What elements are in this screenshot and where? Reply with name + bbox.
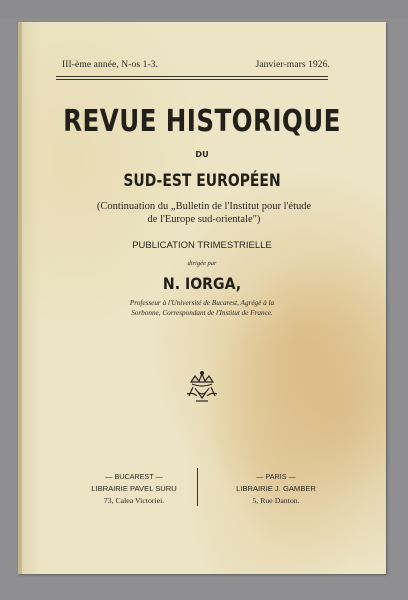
cover-spine-edge bbox=[18, 22, 22, 574]
footer-bucharest-city: — BUCAREST — bbox=[105, 472, 163, 481]
author-description-line-1: Professeur à l'Université de Bucarest, Agrégé à la bbox=[129, 299, 275, 307]
issue-date: Janvier-mars 1926. bbox=[255, 60, 330, 70]
author-description-line-2: Sorbonne, Correspondant de l'Institut de France. bbox=[131, 309, 273, 317]
cover-subtitle: SUD-EST EUROPÉEN bbox=[123, 171, 281, 191]
footer-bucharest bbox=[64, 471, 204, 507]
header-rule-top bbox=[56, 76, 328, 77]
crown-emblem-icon bbox=[183, 370, 221, 409]
header-rule-bottom bbox=[56, 79, 328, 80]
footer-paris-address: 5, Rue Danton. bbox=[252, 496, 300, 505]
directed-by-label: dirigée par bbox=[187, 260, 217, 267]
issue-number: III-ème année, N-os 1-3. bbox=[62, 60, 159, 70]
continuation-line-2: de l'Europe sud-orientale") bbox=[147, 214, 261, 225]
footer-paris-city: — PARIS — bbox=[256, 472, 296, 481]
footer-bucharest-address: 73, Calea Victoriei. bbox=[103, 496, 165, 505]
background-strip bbox=[0, 0, 408, 18]
title-connector: DU bbox=[195, 150, 209, 159]
author-name: N. IORGA, bbox=[162, 274, 242, 293]
footer-paris-library: LIBRAIRIE J. GAMBER bbox=[236, 484, 316, 493]
author-description bbox=[70, 298, 334, 318]
issue-header bbox=[62, 60, 330, 70]
footer-paris bbox=[206, 471, 346, 507]
publication-frequency: PUBLICATION TRIMESTRIELLE bbox=[132, 240, 272, 251]
continuation-note bbox=[56, 200, 352, 226]
continuation-line-1: (Continuation du „Bulletin de l'Institut pour l'étude bbox=[96, 201, 312, 212]
footer-bucharest-library: LIBRAIRIE PAVEL SURU bbox=[91, 484, 177, 493]
footer-divider bbox=[197, 468, 198, 506]
cover-title: REVUE HISTORIQUE bbox=[63, 104, 341, 139]
